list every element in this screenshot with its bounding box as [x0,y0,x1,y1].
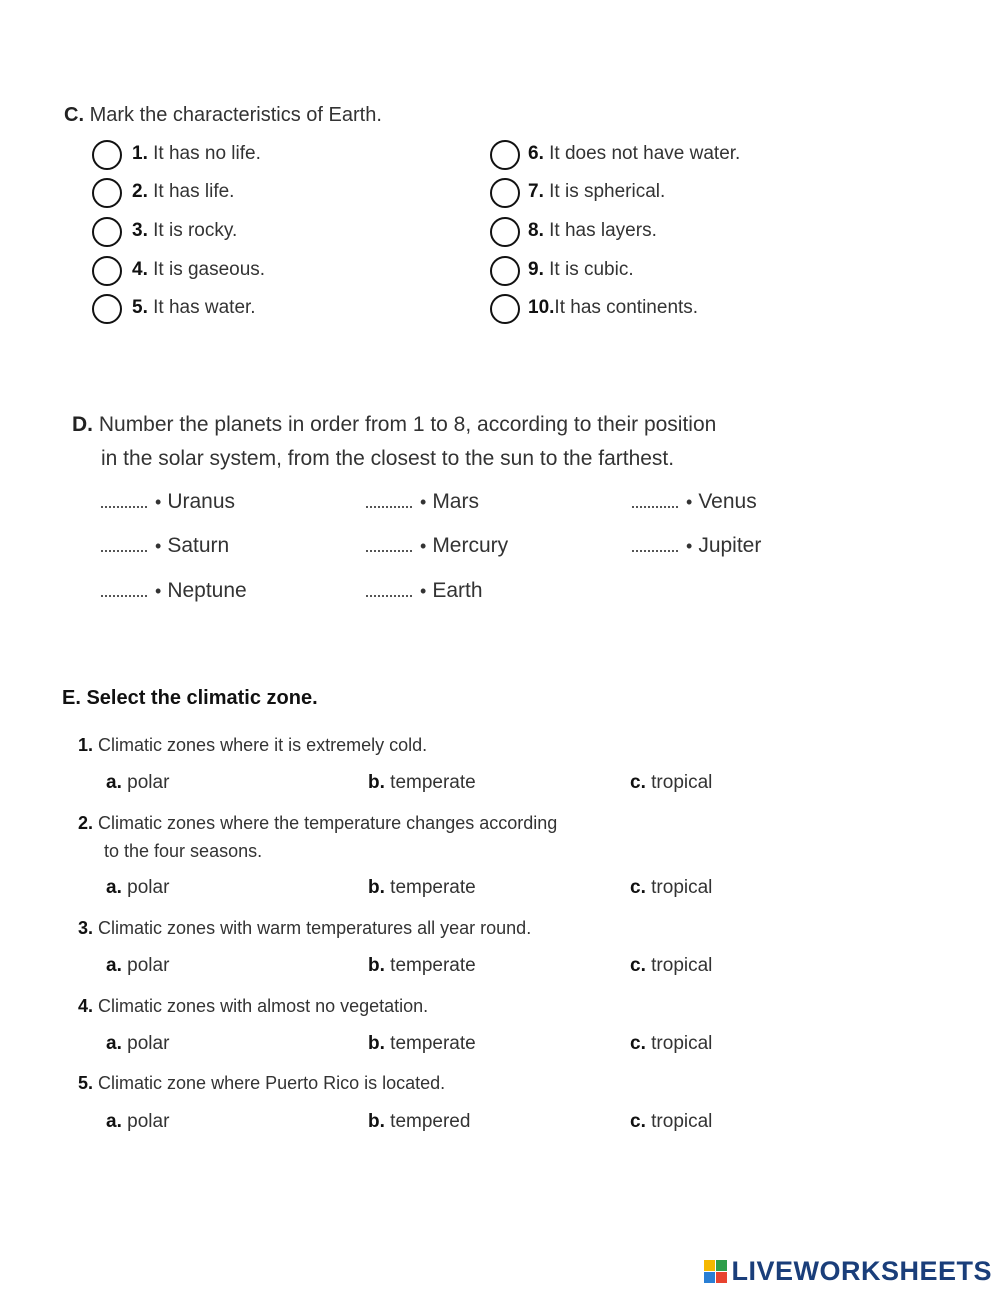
q1-option-b[interactable]: b. temperate [368,772,476,793]
planet-uranus: • Uranus [101,490,235,514]
q2-option-b[interactable]: b. temperate [368,877,476,898]
q3-option-a[interactable]: a. polar [106,955,170,976]
answer-circle[interactable] [92,294,122,324]
question-2: 2. Climatic zones where the temperature changes according [78,813,558,833]
q1-option-a[interactable]: a. polar [106,772,170,793]
answer-circle[interactable] [92,217,122,247]
q3-option-b[interactable]: b. temperate [368,955,476,976]
answer-circle[interactable] [92,256,122,286]
planet-mars: • Mars [366,490,479,514]
q3-option-c[interactable]: c. tropical [630,955,713,976]
answer-circle[interactable] [490,140,520,170]
section-c-title: C. Mark the characteristics of Earth. [64,104,382,126]
answer-circle[interactable] [490,178,520,208]
planet-neptune: • Neptune [101,579,247,603]
answer-circle[interactable] [490,256,520,286]
answer-blank[interactable] [101,506,147,508]
question-3: 3. Climatic zones with warm temperatures all year round. [78,918,532,938]
q4-option-c[interactable]: c. tropical [630,1033,713,1054]
q5-option-c[interactable]: c. tropical [630,1111,713,1132]
q1-option-c[interactable]: c. tropical [630,772,713,793]
q4-option-b[interactable]: b. temperate [368,1033,476,1054]
q5-option-b[interactable]: b. tempered [368,1111,471,1132]
answer-circle[interactable] [92,178,122,208]
q5-option-a[interactable]: a. polar [106,1111,170,1132]
answer-circle[interactable] [490,217,520,247]
answer-blank[interactable] [101,595,147,597]
planet-mercury: • Mercury [366,534,508,558]
question-2-line2: to the four seasons. [104,841,263,861]
answer-circle[interactable] [92,140,122,170]
question-1: 1. Climatic zones where it is extremely cold. [78,735,428,755]
q2-option-a[interactable]: a. polar [106,877,170,898]
q4-option-a[interactable]: a. polar [106,1033,170,1054]
answer-blank[interactable] [366,550,412,552]
planet-jupiter: • Jupiter [632,534,761,558]
liveworksheets-logo: LIVEWORKSHEETS [704,1256,992,1287]
answer-blank[interactable] [632,506,678,508]
q2-option-c[interactable]: c. tropical [630,877,713,898]
planet-saturn: • Saturn [101,534,229,558]
answer-blank[interactable] [366,595,412,597]
liveworksheets-logo-icon [704,1260,727,1283]
section-e-title: E. Select the climatic zone. [62,687,318,709]
answer-circle[interactable] [490,294,520,324]
section-d-title-line2: in the solar system, from the closest to the sun to the farthest. [101,447,675,470]
section-d-title: D. Number the planets in order from 1 to 8, according to their position [72,413,717,436]
planet-venus: • Venus [632,490,757,514]
answer-blank[interactable] [632,550,678,552]
answer-blank[interactable] [101,550,147,552]
planet-earth: • Earth [366,579,483,603]
question-5: 5. Climatic zone where Puerto Rico is located. [78,1073,446,1093]
question-4: 4. Climatic zones with almost no vegetation. [78,996,429,1016]
answer-blank[interactable] [366,506,412,508]
